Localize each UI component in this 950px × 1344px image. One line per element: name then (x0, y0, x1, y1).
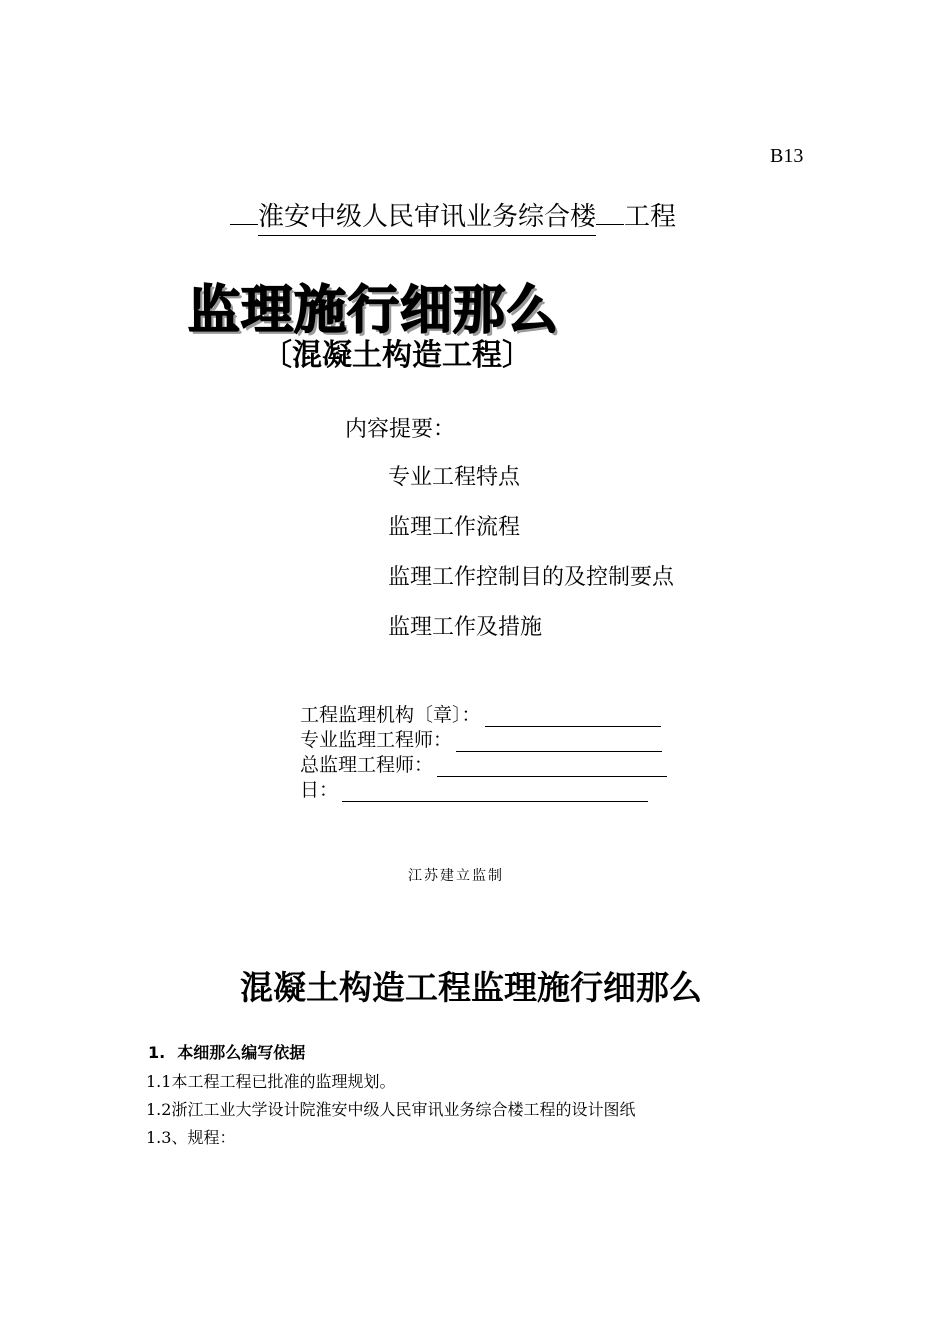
signature-blank (342, 783, 648, 802)
signature-label: 工程监理机构〔章〕： (300, 704, 481, 726)
signature-row-engineer (300, 725, 662, 752)
summary-label: 内容提要： (345, 417, 456, 442)
document-code: B13 (770, 145, 804, 167)
cover-title: 监理施行细那么 (188, 281, 560, 341)
heading-1 (148, 1040, 305, 1063)
signature-label: 专业监理工程师： (300, 729, 453, 751)
summary-item: 监理工作控制目的及控制要点 (388, 565, 675, 590)
signature-label: 总监理工程师： (300, 754, 434, 776)
project-name: 淮安中级人民审讯业务综合楼 (258, 196, 596, 236)
paragraph: 1.1本工程工程已批准的监理规划。 (146, 1072, 396, 1091)
blank-underline (230, 222, 258, 225)
heading-number: 1. (148, 1043, 166, 1062)
cover-subtitle: 〔混凝土构造工程〕 (262, 338, 532, 373)
section-title: 混凝土构造工程监理施行细那么 (240, 968, 702, 1007)
paragraph: 1.3、规程： (146, 1128, 236, 1147)
summary-item: 监理工作流程 (388, 515, 521, 540)
summary-item: 专业工程特点 (388, 465, 521, 490)
signature-row-date (300, 775, 648, 802)
signature-row-chief (300, 750, 667, 777)
project-name-line (230, 196, 676, 236)
paragraph: 1.2浙江工业大学设计院淮安中级人民审讯业务综合楼工程的设计图纸 (146, 1100, 636, 1119)
summary-item: 监理工作及措施 (388, 615, 543, 640)
issuer-label: 江苏建立监制 (408, 868, 504, 884)
signature-label: 日： (300, 779, 339, 801)
blank-underline (596, 222, 624, 225)
signature-row-org (300, 700, 661, 727)
heading-text: 本细那么编写依据 (177, 1043, 306, 1062)
project-suffix: 工程 (624, 202, 677, 232)
